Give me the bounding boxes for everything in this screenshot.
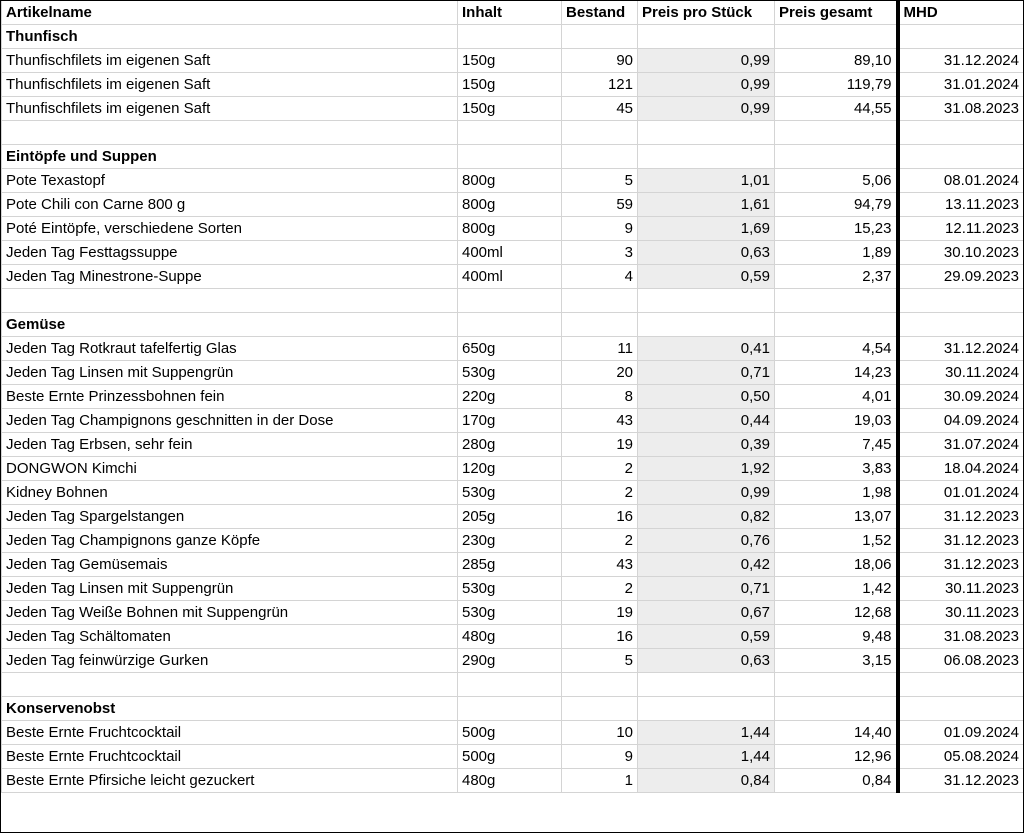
table-row: [2, 241, 1024, 265]
cell-preis-pro-stueck[interactable]: [638, 289, 775, 313]
table-row: [2, 409, 1024, 433]
cell-bestand[interactable]: 3: [562, 241, 638, 265]
cell-inhalt[interactable]: 285g: [458, 553, 562, 577]
cell-bestand[interactable]: 2: [562, 577, 638, 601]
cell-bestand[interactable]: 8: [562, 385, 638, 409]
cell-preis-pro-stueck[interactable]: 0,99: [638, 481, 775, 505]
cell-preis-pro-stueck[interactable]: [638, 697, 775, 721]
cell-bestand[interactable]: 43: [562, 553, 638, 577]
cell-mhd[interactable]: 30.11.2024: [898, 361, 1024, 385]
cell-mhd[interactable]: 30.10.2023: [898, 241, 1024, 265]
cell-mhd[interactable]: 31.12.2023: [898, 769, 1024, 793]
table-row: [2, 217, 1024, 241]
cell-preis-gesamt[interactable]: [775, 145, 898, 169]
cell-inhalt[interactable]: 530g: [458, 361, 562, 385]
cell-preis-gesamt[interactable]: 1,42: [775, 577, 898, 601]
cell-preis-pro-stueck[interactable]: 0,99: [638, 97, 775, 121]
cell-bestand[interactable]: 19: [562, 433, 638, 457]
cell-preis-pro-stueck[interactable]: [638, 145, 775, 169]
cell-artikelname[interactable]: Pote Texastopf: [2, 169, 458, 193]
cell-preis-pro-stueck[interactable]: 0,41: [638, 337, 775, 361]
cell-mhd[interactable]: 31.08.2023: [898, 625, 1024, 649]
cell-artikelname[interactable]: Pote Chili con Carne 800 g: [2, 193, 458, 217]
cell-preis-pro-stueck[interactable]: 1,44: [638, 721, 775, 745]
cell-artikelname[interactable]: Jeden Tag Minestrone-Suppe: [2, 265, 458, 289]
cell-inhalt[interactable]: 205g: [458, 505, 562, 529]
cell-mhd[interactable]: [898, 673, 1024, 697]
cell-inhalt[interactable]: 480g: [458, 769, 562, 793]
cell-preis-gesamt[interactable]: 2,37: [775, 265, 898, 289]
cell-inhalt[interactable]: 120g: [458, 457, 562, 481]
table-body: [2, 25, 1024, 793]
cell-bestand[interactable]: [562, 313, 638, 337]
cell-inhalt[interactable]: 230g: [458, 529, 562, 553]
cell-artikelname[interactable]: Jeden Tag Linsen mit Suppengrün: [2, 577, 458, 601]
spacer-row: [2, 121, 1024, 145]
cell-preis-pro-stueck[interactable]: 0,99: [638, 49, 775, 73]
table-row: [2, 193, 1024, 217]
cell-bestand[interactable]: 59: [562, 193, 638, 217]
cell-bestand[interactable]: [562, 697, 638, 721]
cell-artikelname[interactable]: Beste Ernte Pfirsiche leicht gezuckert: [2, 769, 458, 793]
cell-artikelname[interactable]: Poté Eintöpfe, verschiedene Sorten: [2, 217, 458, 241]
section-title[interactable]: Konservenobst: [2, 697, 458, 721]
cell-preis-gesamt[interactable]: [775, 25, 898, 49]
cell-preis-pro-stueck[interactable]: 0,44: [638, 409, 775, 433]
cell-bestand[interactable]: 90: [562, 49, 638, 73]
cell-inhalt[interactable]: [458, 25, 562, 49]
cell-bestand[interactable]: 43: [562, 409, 638, 433]
cell-mhd[interactable]: [898, 313, 1024, 337]
cell-preis-pro-stueck[interactable]: [638, 673, 775, 697]
section-row: [2, 145, 1024, 169]
cell-inhalt[interactable]: 800g: [458, 193, 562, 217]
cell-mhd[interactable]: 13.11.2023: [898, 193, 1024, 217]
cell-inhalt[interactable]: [458, 697, 562, 721]
cell-bestand[interactable]: 1: [562, 769, 638, 793]
cell-preis-gesamt[interactable]: 18,06: [775, 553, 898, 577]
cell-preis-pro-stueck[interactable]: [638, 121, 775, 145]
cell-preis-pro-stueck[interactable]: [638, 25, 775, 49]
cell-bestand[interactable]: 9: [562, 217, 638, 241]
cell-preis-pro-stueck[interactable]: [638, 313, 775, 337]
cell-preis-pro-stueck[interactable]: 0,63: [638, 649, 775, 673]
header-inhalt[interactable]: Inhalt: [458, 1, 562, 25]
table-row: [2, 649, 1024, 673]
cell-artikelname[interactable]: Jeden Tag Schältomaten: [2, 625, 458, 649]
cell-preis-gesamt[interactable]: 14,23: [775, 361, 898, 385]
header-mhd[interactable]: MHD: [898, 1, 1024, 25]
table-row: [2, 601, 1024, 625]
cell-preis-gesamt[interactable]: [775, 673, 898, 697]
cell-artikelname[interactable]: Beste Ernte Fruchtcocktail: [2, 745, 458, 769]
cell-artikelname[interactable]: Beste Ernte Fruchtcocktail: [2, 721, 458, 745]
cell-artikelname[interactable]: Jeden Tag Gemüsemais: [2, 553, 458, 577]
cell-preis-pro-stueck[interactable]: 1,69: [638, 217, 775, 241]
cell-preis-gesamt[interactable]: 15,23: [775, 217, 898, 241]
cell-preis-gesamt[interactable]: [775, 121, 898, 145]
cell-bestand[interactable]: [562, 289, 638, 313]
cell-mhd[interactable]: 01.01.2024: [898, 481, 1024, 505]
cell-inhalt[interactable]: 400ml: [458, 241, 562, 265]
cell-preis-pro-stueck[interactable]: 0,82: [638, 505, 775, 529]
cell-inhalt[interactable]: 500g: [458, 745, 562, 769]
cell-preis-gesamt[interactable]: 89,10: [775, 49, 898, 73]
cell-artikelname[interactable]: Jeden Tag Linsen mit Suppengrün: [2, 361, 458, 385]
cell-artikelname[interactable]: Beste Ernte Prinzessbohnen fein: [2, 385, 458, 409]
table-row: [2, 721, 1024, 745]
table-row: [2, 265, 1024, 289]
cell-mhd[interactable]: 31.07.2024: [898, 433, 1024, 457]
cell-preis-pro-stueck[interactable]: 0,63: [638, 241, 775, 265]
cell-mhd[interactable]: 01.09.2024: [898, 721, 1024, 745]
cell-mhd[interactable]: 06.08.2023: [898, 649, 1024, 673]
cell-mhd[interactable]: 08.01.2024: [898, 169, 1024, 193]
cell-bestand[interactable]: [562, 673, 638, 697]
cell-inhalt[interactable]: 800g: [458, 217, 562, 241]
spacer-row: [2, 289, 1024, 313]
cell-artikelname[interactable]: Jeden Tag Festtagssuppe: [2, 241, 458, 265]
cell-bestand[interactable]: 4: [562, 265, 638, 289]
section-row: [2, 25, 1024, 49]
cell-bestand[interactable]: 45: [562, 97, 638, 121]
cell-bestand[interactable]: [562, 25, 638, 49]
cell-preis-gesamt[interactable]: 9,48: [775, 625, 898, 649]
cell-preis-gesamt[interactable]: 12,68: [775, 601, 898, 625]
cell-inhalt[interactable]: 400ml: [458, 265, 562, 289]
table-row: [2, 769, 1024, 793]
cell-artikelname[interactable]: Jeden Tag Champignons ganze Köpfe: [2, 529, 458, 553]
cell-bestand[interactable]: 5: [562, 649, 638, 673]
cell-inhalt[interactable]: 220g: [458, 385, 562, 409]
cell-inhalt[interactable]: 530g: [458, 601, 562, 625]
spacer-row: [2, 673, 1024, 697]
header-bestand[interactable]: Bestand: [562, 1, 638, 25]
cell-inhalt[interactable]: 280g: [458, 433, 562, 457]
cell-preis-pro-stueck[interactable]: 1,61: [638, 193, 775, 217]
cell-mhd[interactable]: 05.08.2024: [898, 745, 1024, 769]
cell-preis-pro-stueck[interactable]: 0,59: [638, 265, 775, 289]
cell-preis-gesamt[interactable]: 14,40: [775, 721, 898, 745]
cell-preis-gesamt[interactable]: 1,89: [775, 241, 898, 265]
cell-inhalt[interactable]: 150g: [458, 49, 562, 73]
table-row: [2, 97, 1024, 121]
cell-bestand[interactable]: 11: [562, 337, 638, 361]
cell-bestand[interactable]: 10: [562, 721, 638, 745]
cell-artikelname[interactable]: Kidney Bohnen: [2, 481, 458, 505]
cell-artikelname[interactable]: Jeden Tag Weiße Bohnen mit Suppengrün: [2, 601, 458, 625]
cell-inhalt[interactable]: 650g: [458, 337, 562, 361]
cell-bestand[interactable]: [562, 121, 638, 145]
cell-artikelname[interactable]: Thunfischfilets im eigenen Saft: [2, 49, 458, 73]
cell-preis-gesamt[interactable]: 7,45: [775, 433, 898, 457]
cell-inhalt[interactable]: 530g: [458, 481, 562, 505]
cell-preis-pro-stueck[interactable]: 0,42: [638, 553, 775, 577]
cell-mhd[interactable]: 31.08.2023: [898, 97, 1024, 121]
cell-preis-gesamt[interactable]: 13,07: [775, 505, 898, 529]
cell-preis-pro-stueck[interactable]: 1,92: [638, 457, 775, 481]
cell-mhd[interactable]: 31.12.2023: [898, 553, 1024, 577]
cell-inhalt[interactable]: [458, 289, 562, 313]
cell-mhd[interactable]: 30.11.2023: [898, 577, 1024, 601]
header-preis-pro-stueck[interactable]: Preis pro Stück: [638, 1, 775, 25]
cell-bestand[interactable]: [562, 145, 638, 169]
cell-bestand[interactable]: 16: [562, 505, 638, 529]
cell-bestand[interactable]: 121: [562, 73, 638, 97]
cell-mhd[interactable]: 31.12.2023: [898, 529, 1024, 553]
cell-mhd[interactable]: [898, 289, 1024, 313]
table-row: [2, 745, 1024, 769]
table-row: [2, 577, 1024, 601]
cell-mhd[interactable]: [898, 697, 1024, 721]
cell-preis-gesamt[interactable]: 19,03: [775, 409, 898, 433]
cell-preis-gesamt[interactable]: [775, 313, 898, 337]
cell-preis-gesamt[interactable]: 1,52: [775, 529, 898, 553]
cell-inhalt[interactable]: 150g: [458, 97, 562, 121]
table-row: [2, 49, 1024, 73]
cell-artikelname[interactable]: DONGWON Kimchi: [2, 457, 458, 481]
cell-bestand[interactable]: 2: [562, 457, 638, 481]
cell-preis-pro-stueck[interactable]: 1,01: [638, 169, 775, 193]
table-row: [2, 505, 1024, 529]
cell-mhd[interactable]: [898, 145, 1024, 169]
cell-preis-gesamt[interactable]: 4,01: [775, 385, 898, 409]
cell-artikelname[interactable]: Jeden Tag Rotkraut tafelfertig Glas: [2, 337, 458, 361]
cell-preis-gesamt[interactable]: 5,06: [775, 169, 898, 193]
cell-preis-gesamt[interactable]: 0,84: [775, 769, 898, 793]
cell-artikelname[interactable]: Jeden Tag feinwürzige Gurken: [2, 649, 458, 673]
cell-mhd[interactable]: 30.11.2023: [898, 601, 1024, 625]
table-row: [2, 553, 1024, 577]
cell-mhd[interactable]: 12.11.2023: [898, 217, 1024, 241]
section-title[interactable]: Gemüse: [2, 313, 458, 337]
cell-artikelname[interactable]: Thunfischfilets im eigenen Saft: [2, 97, 458, 121]
cell-preis-pro-stueck[interactable]: 0,67: [638, 601, 775, 625]
cell-inhalt[interactable]: [458, 673, 562, 697]
cell-mhd[interactable]: 18.04.2024: [898, 457, 1024, 481]
cell-inhalt[interactable]: 500g: [458, 721, 562, 745]
cell-preis-pro-stueck[interactable]: 0,50: [638, 385, 775, 409]
cell-inhalt[interactable]: 480g: [458, 625, 562, 649]
cell-mhd[interactable]: 31.12.2024: [898, 337, 1024, 361]
inventory-table: [1, 1, 1024, 793]
header-artikelname[interactable]: Artikelname: [2, 1, 458, 25]
cell-mhd[interactable]: 29.09.2023: [898, 265, 1024, 289]
cell-inhalt[interactable]: 150g: [458, 73, 562, 97]
cell-inhalt[interactable]: [458, 145, 562, 169]
cell-inhalt[interactable]: [458, 313, 562, 337]
table-row: [2, 385, 1024, 409]
cell-preis-pro-stueck[interactable]: 0,84: [638, 769, 775, 793]
cell-preis-gesamt[interactable]: 3,15: [775, 649, 898, 673]
cell-bestand[interactable]: 2: [562, 529, 638, 553]
table-row: [2, 361, 1024, 385]
header-preis-gesamt[interactable]: Preis gesamt: [775, 1, 898, 25]
cell-preis-gesamt[interactable]: 44,55: [775, 97, 898, 121]
cell-preis-gesamt[interactable]: [775, 697, 898, 721]
cell-preis-gesamt[interactable]: 12,96: [775, 745, 898, 769]
cell-mhd[interactable]: 31.12.2023: [898, 505, 1024, 529]
section-title[interactable]: Thunfisch: [2, 25, 458, 49]
cell-mhd[interactable]: 30.09.2024: [898, 385, 1024, 409]
cell-artikelname[interactable]: [2, 673, 458, 697]
cell-artikelname[interactable]: Thunfischfilets im eigenen Saft: [2, 73, 458, 97]
cell-bestand[interactable]: 16: [562, 625, 638, 649]
table-row: [2, 529, 1024, 553]
cell-artikelname[interactable]: [2, 289, 458, 313]
cell-artikelname[interactable]: Jeden Tag Champignons geschnitten in der Dose: [2, 409, 458, 433]
cell-artikelname[interactable]: [2, 121, 458, 145]
section-row: [2, 697, 1024, 721]
table-row: [2, 73, 1024, 97]
cell-mhd[interactable]: 31.12.2024: [898, 49, 1024, 73]
section-title[interactable]: Eintöpfe und Suppen: [2, 145, 458, 169]
cell-mhd[interactable]: 31.01.2024: [898, 73, 1024, 97]
header-row: [2, 1, 1024, 25]
cell-inhalt[interactable]: 530g: [458, 577, 562, 601]
table-row: [2, 481, 1024, 505]
cell-mhd[interactable]: [898, 121, 1024, 145]
cell-preis-pro-stueck[interactable]: 0,59: [638, 625, 775, 649]
cell-preis-pro-stueck[interactable]: 0,71: [638, 361, 775, 385]
cell-preis-gesamt[interactable]: [775, 289, 898, 313]
cell-preis-pro-stueck[interactable]: 0,71: [638, 577, 775, 601]
cell-preis-gesamt[interactable]: 4,54: [775, 337, 898, 361]
cell-bestand[interactable]: 9: [562, 745, 638, 769]
cell-inhalt[interactable]: [458, 121, 562, 145]
cell-artikelname[interactable]: Jeden Tag Spargelstangen: [2, 505, 458, 529]
section-row: [2, 313, 1024, 337]
cell-bestand[interactable]: 20: [562, 361, 638, 385]
cell-preis-pro-stueck[interactable]: 1,44: [638, 745, 775, 769]
cell-preis-gesamt[interactable]: 3,83: [775, 457, 898, 481]
cell-inhalt[interactable]: 170g: [458, 409, 562, 433]
cell-inhalt[interactable]: 290g: [458, 649, 562, 673]
table-row: [2, 169, 1024, 193]
table-row: [2, 337, 1024, 361]
table-row: [2, 625, 1024, 649]
table-row: [2, 433, 1024, 457]
cell-bestand[interactable]: 19: [562, 601, 638, 625]
cell-bestand[interactable]: 5: [562, 169, 638, 193]
cell-artikelname[interactable]: Jeden Tag Erbsen, sehr fein: [2, 433, 458, 457]
cell-inhalt[interactable]: 800g: [458, 169, 562, 193]
cell-preis-gesamt[interactable]: 94,79: [775, 193, 898, 217]
cell-preis-gesamt[interactable]: 119,79: [775, 73, 898, 97]
cell-mhd[interactable]: 04.09.2024: [898, 409, 1024, 433]
cell-preis-pro-stueck[interactable]: 0,76: [638, 529, 775, 553]
cell-preis-pro-stueck[interactable]: 0,39: [638, 433, 775, 457]
cell-preis-gesamt[interactable]: 1,98: [775, 481, 898, 505]
table-row: [2, 457, 1024, 481]
cell-bestand[interactable]: 2: [562, 481, 638, 505]
cell-mhd[interactable]: [898, 25, 1024, 49]
cell-preis-pro-stueck[interactable]: 0,99: [638, 73, 775, 97]
